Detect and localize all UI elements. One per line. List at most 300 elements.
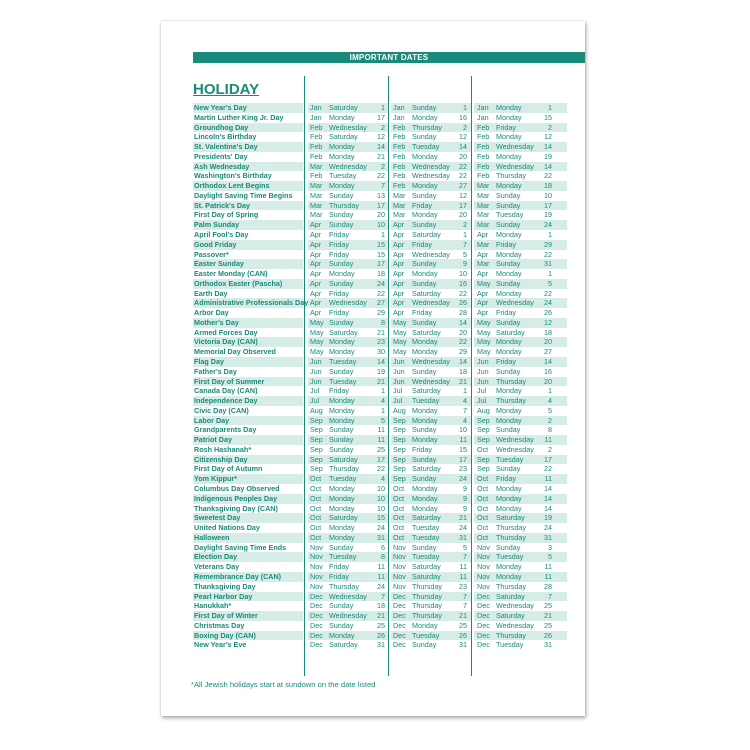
- day-number-col1: 21: [377, 327, 385, 337]
- holiday-row: [161, 582, 585, 592]
- day-number-col1: 5: [381, 415, 385, 425]
- weekday-col1: Friday: [329, 230, 349, 239]
- weekday-col2: Sunday: [412, 542, 437, 552]
- day-number-col2: 2: [463, 220, 467, 230]
- day-number-col3: 22: [544, 288, 552, 298]
- day-number-col1: 22: [377, 288, 385, 298]
- weekday-col1: Wednesday: [329, 122, 367, 132]
- holiday-row: [161, 279, 585, 289]
- day-number-col2: 23: [459, 464, 467, 474]
- day-number-col1: 8: [381, 552, 385, 562]
- month-col2: Apr: [393, 308, 405, 318]
- weekday-col1: Sunday: [329, 542, 354, 552]
- day-number-col1: 31: [377, 640, 385, 650]
- weekday-col1: Tuesday: [329, 357, 357, 367]
- day-number-col3: 3: [548, 542, 552, 552]
- month-col2: Dec: [393, 630, 406, 640]
- day-number-col3: 11: [544, 435, 552, 445]
- month-col1: Dec: [310, 630, 323, 640]
- month-col2: Sep: [393, 444, 406, 454]
- weekday-col3: Monday: [496, 405, 522, 415]
- month-col2: Jan: [393, 112, 405, 122]
- day-number-col2: 5: [463, 249, 467, 259]
- day-number-col3: 5: [548, 405, 552, 415]
- month-col1: Oct: [310, 523, 322, 533]
- holiday-name: Rosh Hashanah*: [194, 444, 252, 454]
- month-col2: Feb: [393, 181, 406, 191]
- month-col2: Sep: [393, 435, 406, 445]
- day-number-col3: 10: [544, 190, 552, 200]
- weekday-col1: Sunday: [329, 601, 354, 611]
- month-col3: Jul: [477, 386, 487, 396]
- day-number-col2: 10: [459, 269, 467, 279]
- month-col2: Apr: [393, 298, 405, 308]
- weekday-col3: Sunday: [496, 259, 521, 269]
- month-col3: Mar: [477, 200, 490, 210]
- day-number-col1: 17: [377, 454, 385, 464]
- day-number-col2: 22: [459, 171, 467, 181]
- day-number-col1: 6: [381, 542, 385, 552]
- month-col2: Nov: [393, 542, 406, 552]
- weekday-col2: Tuesday: [412, 630, 440, 640]
- holiday-name: Passover*: [194, 249, 229, 259]
- weekday-col1: Sunday: [329, 317, 354, 327]
- weekday-col3: Thursday: [496, 532, 526, 542]
- day-number-col2: 9: [463, 493, 467, 503]
- weekday-col2: Thursday: [412, 122, 442, 132]
- holiday-row: [161, 220, 585, 230]
- holiday-name: Patriot Day: [194, 435, 232, 445]
- month-col1: Sep: [310, 444, 323, 454]
- month-col2: Feb: [393, 132, 406, 142]
- day-number-col1: 2: [381, 122, 385, 132]
- day-number-col2: 21: [459, 611, 467, 621]
- day-number-col1: 20: [377, 210, 385, 220]
- holiday-name: Christmas Day: [194, 620, 245, 630]
- footnote: *All Jewish holidays start at sundown on the date listed: [191, 680, 376, 689]
- month-col3: Apr: [477, 230, 489, 239]
- month-col3: Sep: [477, 454, 490, 464]
- month-col1: Nov: [310, 542, 323, 552]
- holiday-row: [161, 425, 585, 435]
- holiday-row: [161, 416, 585, 426]
- weekday-col3: Monday: [496, 132, 522, 142]
- month-col1: Mar: [310, 210, 323, 220]
- month-col2: Apr: [393, 239, 405, 249]
- weekday-col1: Wednesday: [329, 611, 367, 621]
- month-col3: Nov: [477, 581, 490, 591]
- month-col3: Sep: [477, 435, 490, 445]
- weekday-col2: Sunday: [412, 220, 437, 230]
- holiday-name: Washington's Birthday: [194, 171, 272, 181]
- day-number-col2: 9: [463, 503, 467, 513]
- month-col3: Feb: [477, 171, 490, 181]
- day-number-col1: 14: [377, 357, 385, 367]
- month-col2: Sep: [393, 464, 406, 474]
- weekday-col1: Friday: [329, 288, 349, 298]
- day-number-col1: 18: [377, 269, 385, 279]
- month-col1: Jul: [310, 386, 320, 396]
- day-number-col3: 1: [548, 103, 552, 112]
- calendar-page: [161, 21, 585, 716]
- weekday-col1: Saturday: [329, 132, 358, 142]
- month-col3: May: [477, 278, 491, 288]
- month-col1: Sep: [310, 464, 323, 474]
- holiday-name: Orthodox Easter (Pascha): [194, 278, 283, 288]
- day-number-col2: 22: [459, 337, 467, 347]
- month-col3: Jun: [477, 376, 489, 386]
- month-col1: Jun: [310, 376, 322, 386]
- day-number-col2: 7: [463, 591, 467, 601]
- month-col1: Jan: [310, 103, 322, 112]
- day-number-col2: 17: [459, 454, 467, 464]
- day-number-col1: 21: [377, 376, 385, 386]
- day-number-col1: 11: [377, 425, 385, 435]
- day-number-col2: 7: [463, 405, 467, 415]
- day-number-col2: 1: [463, 103, 467, 112]
- day-number-col3: 14: [544, 161, 552, 171]
- weekday-col3: Monday: [496, 337, 522, 347]
- month-col1: Mar: [310, 181, 323, 191]
- weekday-col2: Sunday: [412, 425, 437, 435]
- weekday-col2: Monday: [412, 405, 438, 415]
- weekday-col2: Wednesday: [412, 298, 450, 308]
- month-col1: Mar: [310, 200, 323, 210]
- day-number-col3: 2: [548, 444, 552, 454]
- day-number-col2: 4: [463, 415, 467, 425]
- month-col2: May: [393, 347, 407, 357]
- month-col3: Apr: [477, 308, 489, 318]
- day-number-col3: 24: [544, 523, 552, 533]
- day-number-col3: 5: [548, 278, 552, 288]
- weekday-col1: Tuesday: [329, 552, 357, 562]
- holiday-name: First Day of Spring: [194, 210, 259, 220]
- weekday-col2: Wednesday: [412, 249, 450, 259]
- month-col1: Sep: [310, 454, 323, 464]
- holiday-name: United Nations Day: [194, 523, 260, 533]
- day-number-col1: 10: [377, 220, 385, 230]
- weekday-col3: Monday: [496, 181, 522, 191]
- day-number-col3: 8: [548, 425, 552, 435]
- month-col2: Oct: [393, 503, 405, 513]
- month-col3: Mar: [477, 239, 490, 249]
- weekday-col1: Friday: [329, 571, 349, 581]
- weekday-col2: Thursday: [412, 591, 442, 601]
- month-col3: Nov: [477, 552, 490, 562]
- month-col3: Jan: [477, 103, 489, 112]
- month-col3: Feb: [477, 122, 490, 132]
- weekday-col1: Monday: [329, 181, 355, 191]
- month-col2: Apr: [393, 269, 405, 279]
- day-number-col3: 18: [544, 181, 552, 191]
- weekday-col3: Monday: [496, 493, 522, 503]
- day-number-col2: 29: [459, 347, 467, 357]
- holiday-name: Palm Sunday: [194, 220, 240, 230]
- month-col2: Oct: [393, 484, 405, 494]
- holiday-row: [161, 406, 585, 416]
- holiday-name: Father's Day: [194, 366, 237, 376]
- weekday-col3: Saturday: [496, 611, 525, 621]
- weekday-col2: Thursday: [412, 581, 442, 591]
- holiday-row: [161, 484, 585, 494]
- weekday-col2: Monday: [412, 493, 438, 503]
- month-col2: Aug: [393, 405, 406, 415]
- day-number-col2: 21: [459, 376, 467, 386]
- weekday-col2: Sunday: [412, 103, 437, 112]
- holiday-row: [161, 347, 585, 357]
- month-col2: Sep: [393, 425, 406, 435]
- month-col1: Jan: [310, 112, 322, 122]
- month-col1: Sep: [310, 425, 323, 435]
- weekday-col1: Sunday: [329, 425, 354, 435]
- day-number-col3: 11: [544, 562, 552, 572]
- month-col2: Oct: [393, 532, 405, 542]
- month-col2: Dec: [393, 611, 406, 621]
- holiday-row: [161, 337, 585, 347]
- month-col2: Oct: [393, 523, 405, 533]
- day-number-col3: 27: [544, 347, 552, 357]
- day-number-col2: 31: [459, 532, 467, 542]
- day-number-col1: 23: [377, 337, 385, 347]
- weekday-col1: Monday: [329, 503, 355, 513]
- day-number-col3: 18: [544, 327, 552, 337]
- day-number-col3: 16: [544, 366, 552, 376]
- weekday-col1: Saturday: [329, 640, 358, 650]
- day-number-col2: 22: [459, 161, 467, 171]
- month-col1: Oct: [310, 474, 322, 484]
- month-col1: Sep: [310, 435, 323, 445]
- day-number-col3: 28: [544, 581, 552, 591]
- month-col1: Apr: [310, 269, 322, 279]
- holiday-row: [161, 240, 585, 250]
- weekday-col1: Thursday: [329, 581, 359, 591]
- month-col3: May: [477, 347, 491, 357]
- holiday-name: Civic Day (CAN): [194, 405, 249, 415]
- month-col3: Apr: [477, 269, 489, 279]
- holiday-row: [161, 328, 585, 338]
- month-col2: Jul: [393, 396, 403, 406]
- weekday-col1: Wednesday: [329, 591, 367, 601]
- weekday-col2: Sunday: [412, 474, 437, 484]
- day-number-col1: 22: [377, 464, 385, 474]
- month-col3: Nov: [477, 542, 490, 552]
- month-col3: Mar: [477, 220, 490, 230]
- weekday-col1: Monday: [329, 396, 355, 406]
- weekday-col3: Sunday: [496, 278, 521, 288]
- month-col2: Apr: [393, 249, 405, 259]
- weekday-col1: Monday: [329, 630, 355, 640]
- day-number-col2: 10: [459, 425, 467, 435]
- holiday-name: Thanksgiving Day: [194, 581, 256, 591]
- holiday-name: Halloween: [194, 532, 230, 542]
- day-number-col1: 10: [377, 503, 385, 513]
- day-number-col2: 1: [463, 230, 467, 239]
- holiday-row: [161, 298, 585, 308]
- day-number-col3: 2: [548, 415, 552, 425]
- month-col3: Oct: [477, 444, 489, 454]
- weekday-col3: Sunday: [496, 464, 521, 474]
- weekday-col3: Wednesday: [496, 444, 534, 454]
- day-number-col1: 11: [377, 571, 385, 581]
- month-col1: Feb: [310, 151, 323, 161]
- section-title: HOLIDAY: [193, 81, 260, 98]
- month-col1: Apr: [310, 278, 322, 288]
- weekday-col3: Thursday: [496, 376, 526, 386]
- day-number-col2: 14: [459, 357, 467, 367]
- day-number-col3: 1: [548, 230, 552, 239]
- day-number-col1: 11: [377, 562, 385, 572]
- month-col3: Oct: [477, 503, 489, 513]
- weekday-col3: Wednesday: [496, 298, 534, 308]
- day-number-col1: 4: [381, 396, 385, 406]
- day-number-col2: 14: [459, 317, 467, 327]
- holiday-name: Good Friday: [194, 239, 237, 249]
- weekday-col3: Tuesday: [496, 210, 524, 220]
- holiday-row: [161, 318, 585, 328]
- day-number-col1: 1: [381, 230, 385, 239]
- month-col1: Feb: [310, 132, 323, 142]
- month-col1: May: [310, 317, 324, 327]
- weekday-col1: Monday: [329, 142, 355, 152]
- weekday-col1: Friday: [329, 386, 349, 396]
- day-number-col1: 22: [377, 171, 385, 181]
- month-col3: Sep: [477, 464, 490, 474]
- holiday-row: [161, 377, 585, 387]
- weekday-col3: Monday: [496, 249, 522, 259]
- day-number-col2: 12: [459, 190, 467, 200]
- day-number-col3: 14: [544, 484, 552, 494]
- day-number-col1: 29: [377, 308, 385, 318]
- month-col1: Apr: [310, 308, 322, 318]
- holiday-row: [161, 396, 585, 406]
- day-number-col1: 30: [377, 347, 385, 357]
- weekday-col2: Monday: [412, 151, 438, 161]
- month-col3: Feb: [477, 151, 490, 161]
- weekday-col1: Sunday: [329, 435, 354, 445]
- weekday-col3: Monday: [496, 288, 522, 298]
- month-col1: Oct: [310, 484, 322, 494]
- day-number-col1: 17: [377, 259, 385, 269]
- month-col3: Dec: [477, 591, 490, 601]
- weekday-col2: Saturday: [412, 230, 441, 239]
- month-col1: Oct: [310, 503, 322, 513]
- weekday-col3: Thursday: [496, 581, 526, 591]
- day-number-col3: 11: [544, 474, 552, 484]
- month-col1: Oct: [310, 513, 322, 523]
- day-number-col2: 21: [459, 513, 467, 523]
- month-col3: Apr: [477, 298, 489, 308]
- holiday-name: Flag Day: [194, 357, 224, 367]
- month-col3: Oct: [477, 513, 489, 523]
- weekday-col3: Sunday: [496, 366, 521, 376]
- weekday-col1: Wednesday: [329, 298, 367, 308]
- holiday-row: [161, 640, 585, 650]
- month-col1: Feb: [310, 171, 323, 181]
- holiday-name: Election Day: [194, 552, 238, 562]
- day-number-col1: 27: [377, 298, 385, 308]
- month-col3: Mar: [477, 259, 490, 269]
- holiday-name: Arbor Day: [194, 308, 229, 318]
- month-col2: Mar: [393, 190, 406, 200]
- day-number-col2: 20: [459, 327, 467, 337]
- weekday-col3: Tuesday: [496, 454, 524, 464]
- day-number-col2: 26: [459, 298, 467, 308]
- weekday-col1: Monday: [329, 415, 355, 425]
- day-number-col2: 7: [463, 239, 467, 249]
- day-number-col3: 22: [544, 171, 552, 181]
- weekday-col1: Monday: [329, 112, 355, 122]
- weekday-col1: Saturday: [329, 103, 358, 112]
- day-number-col2: 7: [463, 552, 467, 562]
- month-col2: Jan: [393, 103, 405, 112]
- month-col2: Feb: [393, 171, 406, 181]
- weekday-col3: Wednesday: [496, 142, 534, 152]
- holiday-name: St. Valentine's Day: [194, 142, 258, 152]
- day-number-col3: 25: [544, 601, 552, 611]
- holiday-name: Hanukkah*: [194, 601, 232, 611]
- day-number-col2: 18: [459, 366, 467, 376]
- day-number-col1: 1: [381, 405, 385, 415]
- day-number-col2: 2: [463, 122, 467, 132]
- day-number-col2: 12: [459, 132, 467, 142]
- month-col2: Apr: [393, 288, 405, 298]
- weekday-col1: Monday: [329, 337, 355, 347]
- weekday-col3: Monday: [496, 112, 522, 122]
- weekday-col2: Monday: [412, 435, 438, 445]
- weekday-col1: Tuesday: [329, 474, 357, 484]
- month-col2: Jun: [393, 366, 405, 376]
- weekday-col3: Sunday: [496, 190, 521, 200]
- day-number-col3: 4: [548, 396, 552, 406]
- month-col1: Jul: [310, 396, 320, 406]
- holiday-row: [161, 162, 585, 172]
- day-number-col1: 24: [377, 278, 385, 288]
- day-number-col3: 31: [544, 532, 552, 542]
- month-col1: Sep: [310, 415, 323, 425]
- weekday-col3: Wednesday: [496, 161, 534, 171]
- weekday-col2: Saturday: [412, 386, 441, 396]
- weekday-col1: Tuesday: [329, 376, 357, 386]
- holiday-name: Martin Luther King Jr. Day: [194, 112, 284, 122]
- weekday-col1: Sunday: [329, 190, 354, 200]
- weekday-col2: Wednesday: [412, 376, 450, 386]
- month-col1: Dec: [310, 601, 323, 611]
- day-number-col2: 17: [459, 200, 467, 210]
- day-number-col1: 17: [377, 112, 385, 122]
- weekday-col2: Monday: [412, 347, 438, 357]
- month-col3: Nov: [477, 562, 490, 572]
- holiday-name: Yom Kippur*: [194, 474, 237, 484]
- weekday-col3: Sunday: [496, 425, 521, 435]
- day-number-col3: 19: [544, 513, 552, 523]
- weekday-col2: Saturday: [412, 464, 441, 474]
- holiday-name: Easter Sunday: [194, 259, 244, 269]
- weekday-col1: Monday: [329, 523, 355, 533]
- month-col3: Sep: [477, 425, 490, 435]
- weekday-col2: Sunday: [412, 259, 437, 269]
- weekday-col1: Saturday: [329, 327, 358, 337]
- holiday-row: [161, 386, 585, 396]
- month-col3: Oct: [477, 493, 489, 503]
- month-col1: Apr: [310, 298, 322, 308]
- day-number-col2: 24: [459, 523, 467, 533]
- holiday-row: [161, 552, 585, 562]
- weekday-col2: Friday: [412, 200, 432, 210]
- holiday-name: Presidents' Day: [194, 151, 248, 161]
- month-col2: Dec: [393, 620, 406, 630]
- weekday-col3: Friday: [496, 239, 516, 249]
- month-col2: Oct: [393, 493, 405, 503]
